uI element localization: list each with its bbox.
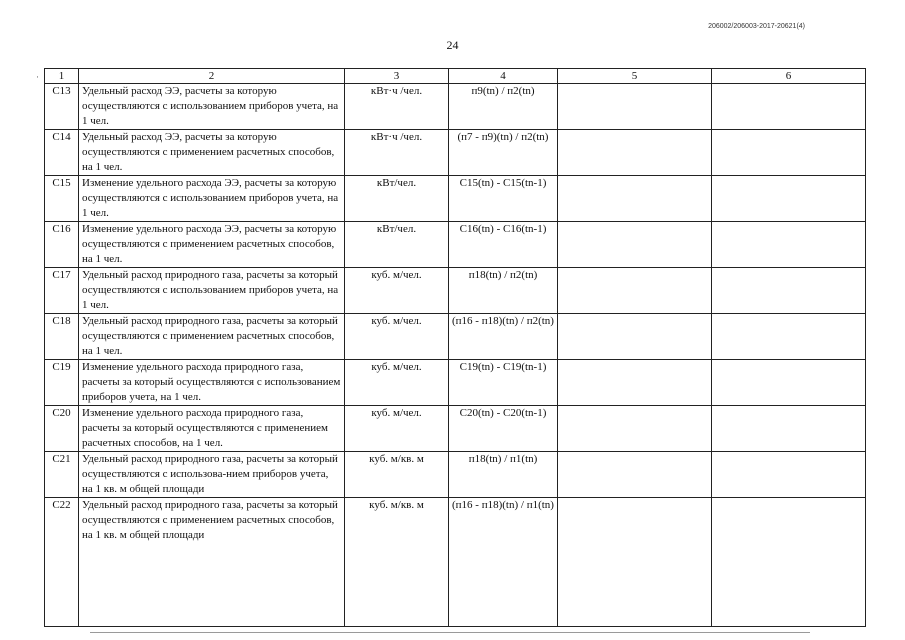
row-unit: кВт·ч /чел. [345,84,449,130]
row-column-5 [558,360,712,406]
row-name: Удельный расход ЭЭ, расчеты за которую осуществляются с использованием приборов учета, на 1 чел. [79,84,345,130]
row-code: С14 [45,130,79,176]
row-column-6 [712,222,866,268]
row-column-6 [712,314,866,360]
row-formula: (п16 - п18)(tn) / п2(tn) [449,314,558,360]
row-unit: кВт/чел. [345,222,449,268]
row-formula: С15(tn) - С15(tn-1) [449,176,558,222]
row-formula: п18(tn) / п2(tn) [449,268,558,314]
column-header: 4 [449,69,558,84]
row-code: С19 [45,360,79,406]
row-code: С22 [45,498,79,627]
table-row [45,268,866,314]
column-header: 5 [558,69,712,84]
row-column-6 [712,406,866,452]
row-name: Удельный расход природного газа, расчеты за который осуществляются с использованием приборов учета, на 1 чел. [79,268,345,314]
column-header: 3 [345,69,449,84]
row-formula: п18(tn) / п1(tn) [449,452,558,498]
row-column-5 [558,314,712,360]
row-column-6 [712,452,866,498]
table-row [45,406,866,452]
scan-edge-line [90,632,810,633]
column-header: 6 [712,69,866,84]
row-code: С18 [45,314,79,360]
row-column-6 [712,176,866,222]
row-column-5 [558,84,712,130]
row-code: С20 [45,406,79,452]
table-row [45,130,866,176]
column-header: 2 [79,69,345,84]
row-code: С15 [45,176,79,222]
table-row [45,498,866,627]
row-column-5 [558,406,712,452]
row-code: С16 [45,222,79,268]
row-unit: куб. м/чел. [345,360,449,406]
row-unit: куб. м/чел. [345,406,449,452]
row-code: С21 [45,452,79,498]
page-number: 24 [446,38,459,52]
row-formula: С16(tn) - С16(tn-1) [449,222,558,268]
row-unit: кВт/чел. [345,176,449,222]
row-column-6 [712,130,866,176]
row-name: Удельный расход природного газа, расчеты за который осуществляются с применением расчетных способов, на 1 чел. [79,314,345,360]
row-name: Изменение удельного расхода природного газа, расчеты за который осуществляются с применением расчетных способов, на 1 чел. [79,406,345,452]
table-body [45,84,866,627]
table-row [45,314,866,360]
row-code: С13 [45,84,79,130]
row-column-6 [712,84,866,130]
row-unit: кВт·ч /чел. [345,130,449,176]
row-formula: (п16 - п18)(tn) / п1(tn) [449,498,558,627]
row-column-5 [558,176,712,222]
row-name: Изменение удельного расхода природного газа, расчеты за который осуществляются с использованием приборов учета, на 1 чел. [79,360,345,406]
row-name: Удельный расход природного газа, расчеты за который осуществляются с использова-нием приборов учета, на 1 кв. м общей площади [79,452,345,498]
margin-tick-mark: · [36,72,39,82]
row-column-6 [712,498,866,627]
row-column-6 [712,360,866,406]
row-column-5 [558,268,712,314]
row-column-5 [558,130,712,176]
column-number-row [45,69,866,84]
row-column-6 [712,268,866,314]
table-row [45,452,866,498]
row-name: Удельный расход ЭЭ, расчеты за которую осуществляются с применением расчетных способов, на 1 чел. [79,130,345,176]
row-formula: (п7 - п9)(tn) / п2(tn) [449,130,558,176]
row-unit: куб. м/чел. [345,314,449,360]
row-name: Изменение удельного расхода ЭЭ, расчеты за которую осуществляются с использованием приборов учета, на 1 чел. [79,176,345,222]
row-unit: куб. м/кв. м [345,498,449,627]
document-id: 206002/206003-2017-20621(4) [708,23,805,30]
row-code: С17 [45,268,79,314]
row-column-5 [558,498,712,627]
column-header: 1 [45,69,79,84]
row-unit: куб. м/кв. м [345,452,449,498]
row-column-5 [558,222,712,268]
row-name: Изменение удельного расхода ЭЭ, расчеты за которую осуществляются с применением расчетных способов, на 1 чел. [79,222,345,268]
row-formula: С19(tn) - С19(tn-1) [449,360,558,406]
table-row [45,222,866,268]
row-unit: куб. м/чел. [345,268,449,314]
table-row [45,176,866,222]
indicator-table [44,68,866,627]
row-name: Удельный расход природного газа, расчеты за который осуществляются с применением расчетных способов, на 1 кв. м общей площади [79,498,345,627]
table-row [45,360,866,406]
row-column-5 [558,452,712,498]
row-formula: С20(tn) - С20(tn-1) [449,406,558,452]
row-formula: п9(tn) / п2(tn) [449,84,558,130]
table-row [45,84,866,130]
